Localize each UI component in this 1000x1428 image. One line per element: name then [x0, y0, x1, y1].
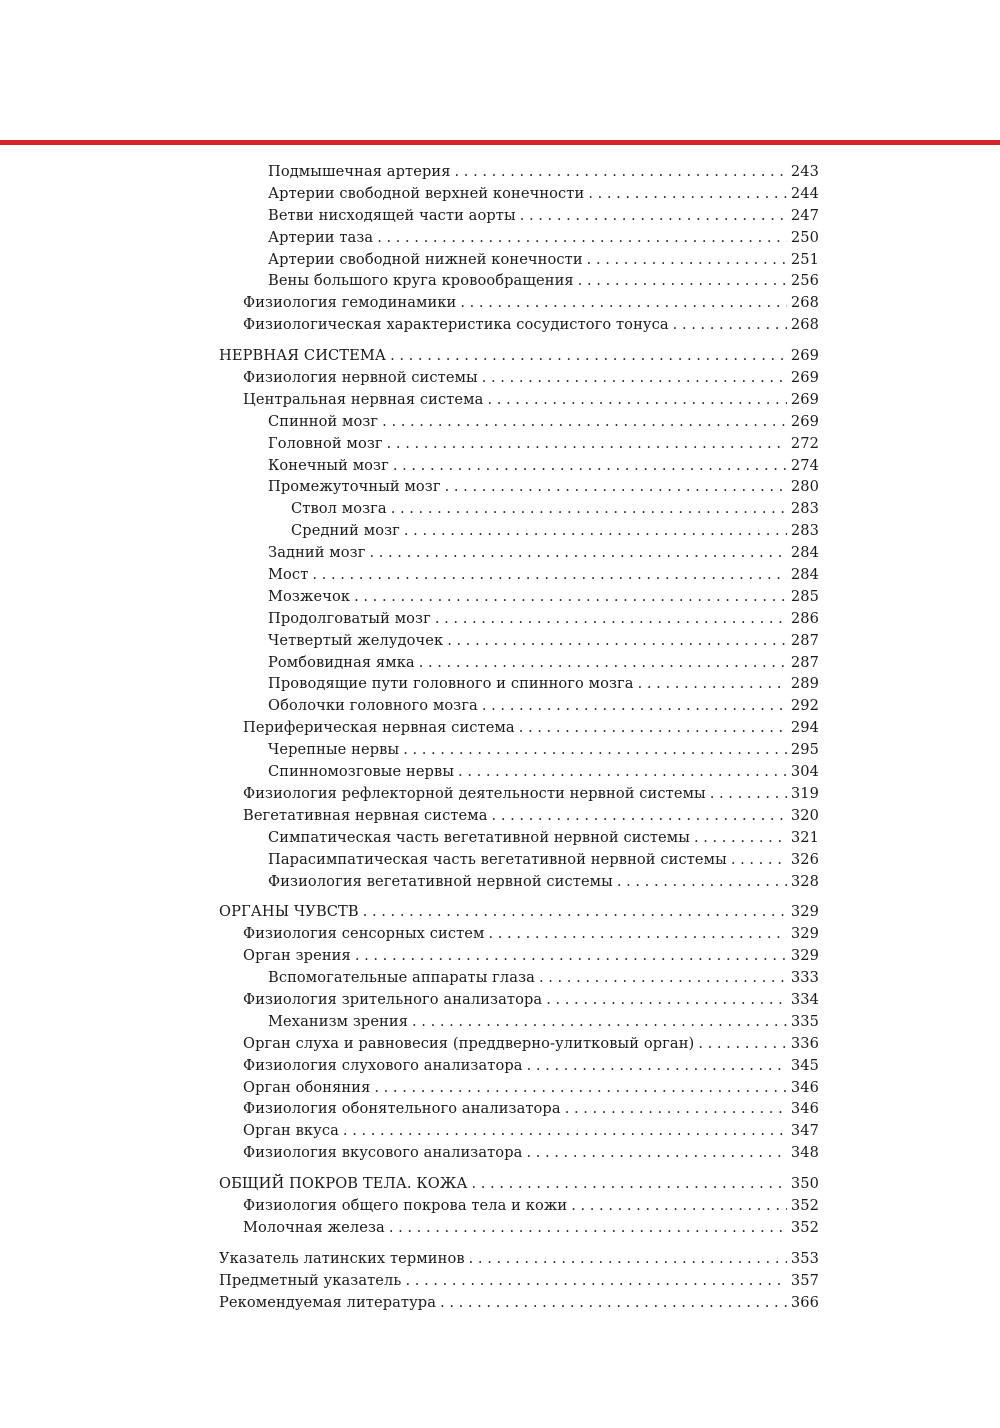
toc-entry-row[interactable]: [219, 945, 819, 967]
toc-page-number: 247: [790, 206, 819, 224]
toc-page-number: 272: [790, 434, 819, 452]
toc-dot-leader: [487, 389, 786, 411]
toc-page-number: 292: [790, 697, 819, 715]
toc-page-number: 326: [790, 850, 819, 868]
toc-entry-row[interactable]: [219, 673, 819, 695]
toc-entry-title: Физиология сенсорных систем: [243, 925, 485, 943]
toc-page-number: 321: [790, 828, 819, 846]
toc-entry-row[interactable]: [219, 389, 819, 411]
toc-page-number: 294: [790, 719, 819, 737]
toc-page-number: 357: [790, 1271, 819, 1289]
toc-page-number: 352: [790, 1218, 819, 1236]
toc-page-number: 333: [790, 969, 819, 987]
toc-entry-title: Физиология обонятельного анализатора: [243, 1100, 561, 1118]
toc-entry-title: Парасимпатическая часть вегетативной нервной системы: [268, 850, 727, 868]
toc-page-number: 346: [790, 1078, 819, 1096]
toc-dot-leader: [377, 227, 787, 249]
toc-page-number: 268: [790, 294, 819, 312]
toc-entry-row[interactable]: [219, 761, 819, 783]
toc-page-number: 319: [790, 784, 819, 802]
toc-dot-leader: [539, 967, 787, 989]
toc-entry-row[interactable]: [219, 608, 819, 630]
toc-dot-leader: [520, 205, 787, 227]
toc-entry-row[interactable]: [219, 1217, 819, 1239]
toc-page-number: 335: [790, 1012, 819, 1030]
toc-dot-leader: [382, 411, 787, 433]
toc-section-row[interactable]: [219, 1270, 819, 1292]
toc-section-row[interactable]: [219, 345, 819, 367]
toc-entry-title: НЕРВНАЯ СИСТЕМА: [219, 347, 387, 365]
toc-entry-title: Физиология гемодинамики: [243, 294, 457, 312]
toc-dot-leader: [578, 270, 787, 292]
toc-page-number: 289: [790, 675, 819, 693]
toc-entry-title: Ствол мозга: [291, 500, 387, 518]
toc-dot-leader: [731, 849, 787, 871]
toc-entry-row[interactable]: [219, 564, 819, 586]
toc-entry-row[interactable]: [219, 520, 819, 542]
toc-dot-leader: [435, 608, 787, 630]
toc-entry-title: Предметный указатель: [219, 1271, 402, 1289]
toc-page-number: 329: [790, 903, 819, 921]
toc-dot-leader: [405, 1270, 786, 1292]
toc-page-number: 353: [790, 1249, 819, 1267]
toc-dot-leader: [403, 739, 787, 761]
toc-page-number: 284: [790, 544, 819, 562]
toc-dot-leader: [354, 586, 787, 608]
toc-entry-row[interactable]: [219, 270, 819, 292]
toc-entry-row[interactable]: [219, 433, 819, 455]
toc-entry-row[interactable]: [219, 805, 819, 827]
toc-dot-leader: [673, 314, 787, 336]
toc-page-number: 366: [790, 1293, 819, 1311]
toc-entry-row[interactable]: [219, 1142, 819, 1164]
toc-dot-leader: [389, 1217, 787, 1239]
toc-dot-leader: [471, 1173, 786, 1195]
toc-dot-leader: [638, 673, 787, 695]
toc-dot-leader: [455, 161, 787, 183]
toc-entry-title: Ветви нисходящей части аорты: [268, 206, 516, 224]
toc-entry-title: Физиология вегетативной нервной системы: [268, 872, 613, 890]
toc-page-number: 285: [790, 587, 819, 605]
toc-entry-row[interactable]: [219, 967, 819, 989]
toc-entry-title: Оболочки головного мозга: [268, 697, 478, 715]
toc-dot-leader: [419, 652, 787, 674]
toc-page-number: 286: [790, 609, 819, 627]
toc-entry-row[interactable]: [219, 314, 819, 336]
toc-entry-title: Физиология общего покрова тела и кожи: [243, 1196, 568, 1214]
toc-entry-row[interactable]: [219, 367, 819, 389]
toc-dot-leader: [565, 1098, 787, 1120]
toc-entry-title: Указатель латинских терминов: [219, 1249, 465, 1267]
toc-entry-row[interactable]: [219, 1077, 819, 1099]
toc-entry-title: Продолговатый мозг: [268, 609, 431, 627]
toc-dot-leader: [482, 695, 787, 717]
toc-dot-leader: [469, 1248, 787, 1270]
toc-entry-title: Физиология нервной системы: [243, 369, 478, 387]
toc-dot-leader: [440, 1292, 787, 1314]
toc-dot-leader: [710, 783, 787, 805]
toc-entry-title: Вспомогательные аппараты глаза: [268, 969, 535, 987]
toc-entry-row[interactable]: [219, 586, 819, 608]
toc-dot-leader: [447, 630, 787, 652]
toc-page-number: 352: [790, 1196, 819, 1214]
toc-page-number: 287: [790, 653, 819, 671]
toc-page-number: 256: [790, 272, 819, 290]
toc-dot-leader: [694, 827, 787, 849]
toc-dot-leader: [617, 871, 787, 893]
toc-dot-leader: [546, 989, 787, 1011]
toc-entry-row[interactable]: [219, 783, 819, 805]
toc-entry-title: Физиологическая характеристика сосудистого тонуса: [243, 316, 669, 334]
toc-entry-title: Вены большого круга кровообращения: [268, 272, 574, 290]
toc-dot-leader: [393, 455, 787, 477]
toc-entry-title: Мозжечок: [268, 587, 351, 605]
toc-entry-row[interactable]: [219, 476, 819, 498]
toc-page-number: 345: [790, 1056, 819, 1074]
toc-page-number: 269: [790, 369, 819, 387]
toc-dot-leader: [445, 476, 787, 498]
toc-entry-title: Физиология вкусового анализатора: [243, 1144, 523, 1162]
toc-entry-title: Вегетативная нервная система: [243, 806, 488, 824]
toc-entry-title: Орган вкуса: [243, 1122, 339, 1140]
toc-entry-row[interactable]: [219, 205, 819, 227]
toc-page-number: 329: [790, 925, 819, 943]
toc-dot-leader: [527, 1055, 787, 1077]
toc-entry-row[interactable]: [219, 227, 819, 249]
toc-page-number: 244: [790, 184, 819, 202]
toc-page-number: 243: [790, 163, 819, 180]
toc-entry-row[interactable]: [219, 161, 819, 183]
toc-entry-title: Физиология зрительного анализатора: [243, 990, 543, 1008]
toc-entry-title: ОРГАНЫ ЧУВСТВ: [219, 903, 359, 921]
toc-dot-leader: [387, 433, 787, 455]
top-red-rule: [0, 140, 1000, 145]
toc-page-number: 287: [790, 631, 819, 649]
toc-entry-title: Спинной мозг: [268, 412, 379, 430]
toc-page-number: 350: [790, 1175, 819, 1193]
toc-entry-row[interactable]: [219, 1011, 819, 1033]
toc-dot-leader: [492, 805, 787, 827]
toc-page-number: 320: [790, 806, 819, 824]
toc-dot-leader: [460, 292, 786, 314]
toc-dot-leader: [391, 498, 787, 520]
toc-dot-leader: [488, 923, 786, 945]
toc-page-number: 347: [790, 1122, 819, 1140]
toc-entry-title: Центральная нервная система: [243, 390, 484, 408]
toc-page-number: 280: [790, 478, 819, 496]
toc-dot-leader: [404, 520, 787, 542]
toc-entry-title: Физиология рефлекторной деятельности нервной системы: [243, 784, 706, 802]
toc-page-number: 269: [790, 347, 819, 365]
toc-entry-row[interactable]: [219, 1098, 819, 1120]
toc-entry-row[interactable]: [219, 827, 819, 849]
toc-dot-leader: [571, 1195, 787, 1217]
toc-entry-title: Молочная железа: [243, 1218, 385, 1236]
toc-dot-leader: [587, 249, 787, 271]
toc-entry-title: Симпатическая часть вегетативной нервной системы: [268, 828, 690, 846]
toc-page-number: 336: [790, 1034, 819, 1052]
toc-dot-leader: [390, 345, 787, 367]
toc-entry-row[interactable]: [219, 1120, 819, 1142]
toc-section-row[interactable]: [219, 1248, 819, 1270]
toc-entry-title: Артерии свободной верхней конечности: [268, 184, 585, 202]
toc-dot-leader: [374, 1077, 786, 1099]
toc-page-number: 334: [790, 990, 819, 1008]
toc-entry-title: Спинномозговые нервы: [268, 763, 455, 781]
toc-entry-row[interactable]: [219, 455, 819, 477]
toc-dot-leader: [412, 1011, 787, 1033]
toc-entry-row[interactable]: [219, 630, 819, 652]
toc-entry-title: Четвертый желудочек: [268, 631, 444, 649]
toc-entry-row[interactable]: [219, 292, 819, 314]
toc-section-row[interactable]: [219, 1292, 819, 1314]
toc-entry-title: Головной мозг: [268, 434, 383, 452]
toc-entry-title: Артерии свободной нижней конечности: [268, 250, 583, 268]
toc-dot-leader: [526, 1142, 786, 1164]
toc-page-number: 295: [790, 741, 819, 759]
toc-dot-leader: [343, 1120, 787, 1142]
toc-entry-title: Мост: [268, 566, 309, 584]
toc-entry-title: Проводящие пути головного и спинного мозга: [268, 675, 634, 693]
toc-entry-title: Орган слуха и равновесия (преддверно-улитковый орган): [243, 1034, 695, 1052]
toc-entry-row[interactable]: [219, 739, 819, 761]
toc-entry-row[interactable]: [219, 652, 819, 674]
toc-entry-title: Периферическая нервная система: [243, 719, 515, 737]
toc-entry-title: Орган зрения: [243, 947, 351, 965]
toc-entry-title: ОБЩИЙ ПОКРОВ ТЕЛА. КОЖА: [219, 1175, 468, 1193]
toc-entry-row[interactable]: [219, 871, 819, 893]
toc-entry-row[interactable]: [219, 183, 819, 205]
toc-entry-title: Промежуточный мозг: [268, 478, 441, 496]
toc-entry-title: Подмышечная артерия: [268, 163, 451, 180]
toc-entry-row[interactable]: [219, 1055, 819, 1077]
toc-page-number: 268: [790, 316, 819, 334]
toc-page-number: 284: [790, 566, 819, 584]
toc-entry-title: Средний мозг: [291, 522, 400, 540]
toc-page-number: 274: [790, 456, 819, 474]
toc-page-number: 328: [790, 872, 819, 890]
toc-section-row[interactable]: [219, 1173, 819, 1195]
toc-page-number: 346: [790, 1100, 819, 1118]
toc-entry-title: Механизм зрения: [268, 1012, 409, 1030]
toc-dot-leader: [369, 542, 786, 564]
toc-entry-row[interactable]: [219, 717, 819, 739]
toc-entry-row[interactable]: [219, 695, 819, 717]
toc-section-row[interactable]: [219, 901, 819, 923]
toc-page-number: 304: [790, 763, 819, 781]
toc-entry-row[interactable]: [219, 411, 819, 433]
toc-entry-row[interactable]: [219, 542, 819, 564]
toc-entry-row[interactable]: [219, 1033, 819, 1055]
toc-dot-leader: [482, 367, 787, 389]
toc-page-number: 348: [790, 1144, 819, 1162]
toc-page-number: 269: [790, 412, 819, 430]
toc-entry-title: Физиология слухового анализатора: [243, 1056, 523, 1074]
toc-entry-title: Задний мозг: [268, 544, 366, 562]
toc-entry-row[interactable]: [219, 849, 819, 871]
toc-entry-title: Орган обоняния: [243, 1078, 371, 1096]
toc-dot-leader: [519, 717, 787, 739]
toc-dot-leader: [458, 761, 787, 783]
toc-entry-title: Рекомендуемая литература: [219, 1293, 437, 1311]
toc-entry-row[interactable]: [219, 498, 819, 520]
toc-page-number: 250: [790, 228, 819, 246]
toc-dot-leader: [698, 1033, 787, 1055]
toc-dot-leader: [312, 564, 786, 586]
toc-page-number: 283: [790, 522, 819, 540]
toc-page-number: 269: [790, 390, 819, 408]
toc-entry-title: Конечный мозг: [268, 456, 389, 474]
toc-page-number: 251: [790, 250, 819, 268]
toc-entry-title: Черепные нервы: [268, 741, 400, 759]
toc-entry-row[interactable]: [219, 1195, 819, 1217]
toc-entry-row[interactable]: [219, 989, 819, 1011]
toc-dot-leader: [363, 901, 787, 923]
toc-entry-title: Ромбовидная ямка: [268, 653, 415, 671]
toc-page-number: 329: [790, 947, 819, 965]
toc-entry-row[interactable]: [219, 923, 819, 945]
toc-entry-title: Артерии таза: [268, 228, 374, 246]
table-of-contents: [219, 161, 819, 1313]
toc-dot-leader: [588, 183, 787, 205]
toc-dot-leader: [355, 945, 787, 967]
toc-entry-row[interactable]: [219, 249, 819, 271]
toc-page-number: 283: [790, 500, 819, 518]
